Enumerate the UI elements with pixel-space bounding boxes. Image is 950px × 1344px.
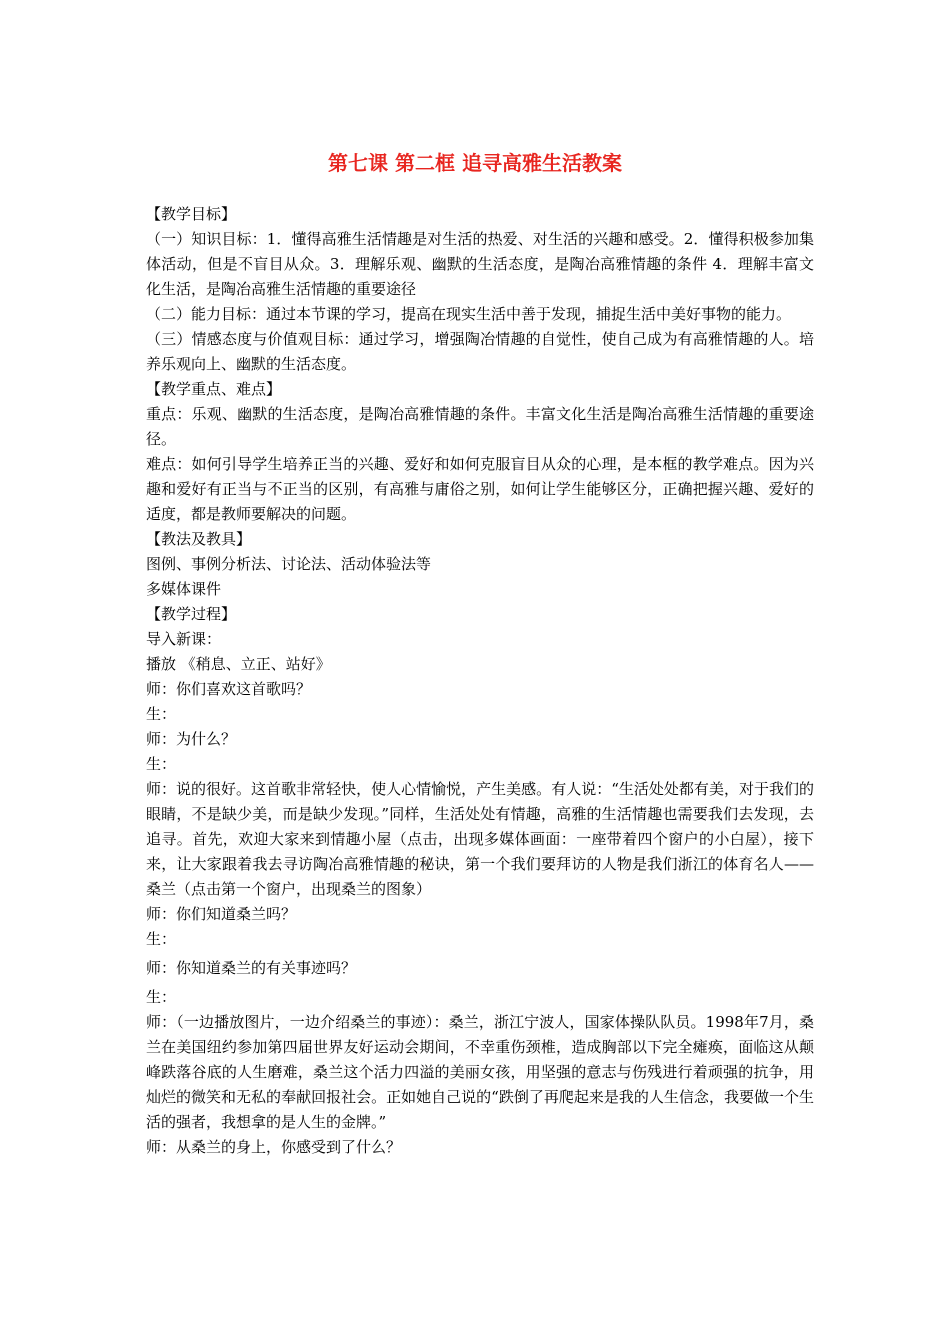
dialogue-line: 生： — [146, 755, 177, 773]
dialogue-line: 师：你知道桑兰的有关事迹吗？ — [146, 959, 357, 977]
paragraph-knowledge-goal: （一）知识目标：1．懂得高雅生活情趣是对生活的热爱、对生活的兴趣和感受。2．懂得积极参加集体活动，但是不盲目从众。3．理解乐观、幽默的生活态度，是陶冶高雅情趣的条件 4．理解丰富文化生活，是陶冶高雅生活情趣的重要途径 — [146, 230, 814, 298]
section-heading-methods: 【教法及教具】 — [146, 530, 252, 548]
dialogue-line: 生： — [146, 930, 177, 948]
dialogue-line: 师：（一边播放图片，一边介绍桑兰的事迹）：桑兰，浙江宁波人，国家体操队队员。1998年7月，桑兰在美国纽约参加第四届世界友好运动会期间，不幸重伤颈椎，造成胸部以下完全瘫痪，面临这从颠峰跌落谷底的人生磨难，桑兰这个活力四溢的美丽女孩，用坚强的意志与伤残进行着顽强的抗争，用灿烂的微笑和无私的奉献回报社会。正如她自己说的“跌倒了再爬起来是我的人生信念，我要做一个生活的强者，我想拿的是人生的金牌。” — [146, 1013, 814, 1131]
paragraph-methods: 图例、事例分析法、讨论法、活动体验法等 — [146, 555, 432, 573]
paragraph-intro: 导入新课： — [146, 630, 222, 648]
section-heading-keypoints: 【教学重点、难点】 — [146, 380, 282, 398]
document-body — [146, 202, 814, 1160]
page-title: 第七课 第二框 追寻高雅生活教案 — [328, 151, 622, 175]
dialogue-line: 师：你们知道桑兰吗？ — [146, 905, 297, 923]
dialogue-line: 师：你们喜欢这首歌吗？ — [146, 680, 312, 698]
section-heading-objectives: 【教学目标】 — [146, 205, 237, 223]
dialogue-line: 师：从桑兰的身上，你感受到了什么？ — [146, 1138, 402, 1156]
paragraph-ability-goal: （二）能力目标：通过本节课的学习，提高在现实生活中善于发现，捕捉生活中美好事物的能力。 — [146, 305, 792, 323]
dialogue-line: 生： — [146, 988, 177, 1006]
paragraph-attitude-goal: （三）情感态度与价值观目标：通过学习，增强陶冶情趣的自觉性，使自己成为有高雅情趣的人。培养乐观向上、幽默的生活态度。 — [146, 330, 814, 373]
paragraph-difficulty: 难点：如何引导学生培养正当的兴趣、爱好和如何克服盲目从众的心理，是本框的教学难点。因为兴趣和爱好有正当与不正当的区别，有高雅与庸俗之别，如何让学生能够区分，正确把握兴趣、爱好的适度，都是教师要解决的问题。 — [146, 455, 814, 523]
section-heading-process: 【教学过程】 — [146, 605, 237, 623]
paragraph-play-song: 播放 《稍息、立正、站好》 — [146, 655, 331, 673]
dialogue-line: 师：说的很好。这首歌非常轻快，使人心情愉悦，产生美感。有人说：“生活处处都有美，对于我们的眼睛，不是缺少美，而是缺少发现。”同样，生活处处有情趣，高雅的生活情趣也需要我们去发现，去追寻。首先，欢迎大家来到情趣小屋（点击，出现多媒体画面：一座带着四个窗户的小白屋），接下来，让大家跟着我去寻访陶冶高雅情趣的秘诀，第一个我们要拜访的人物是我们浙江的体育名人——桑兰（点击第一个窗户，出现桑兰的图象） — [146, 780, 814, 898]
dialogue-line: 生： — [146, 705, 177, 723]
paragraph-keypoint: 重点：乐观、幽默的生活态度，是陶冶高雅情趣的条件。丰富文化生活是陶冶高雅生活情趣的重要途径。 — [146, 405, 814, 448]
paragraph-tools: 多媒体课件 — [146, 580, 222, 598]
dialogue-line: 师：为什么？ — [146, 730, 237, 748]
